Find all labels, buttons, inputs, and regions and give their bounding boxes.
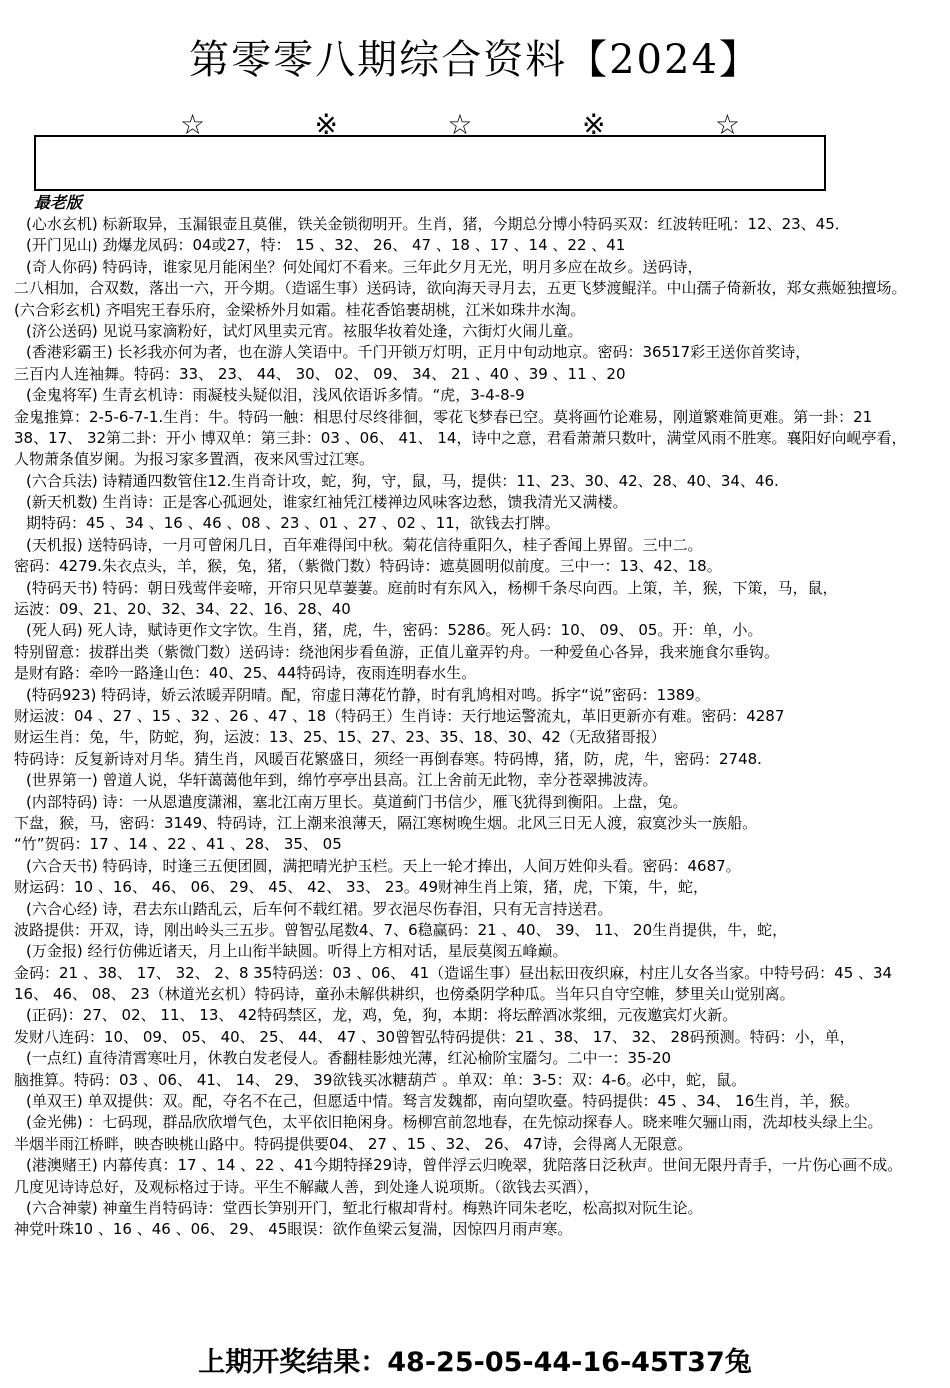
content-body [14,214,944,1241]
text-line: (金光佛) ：七码现，群品欣欣增气色，太平依旧艳闲身。杨柳宫前忽地春，在先惊动探春人。晓来唯欠骊山雨，洗却枝头绿上尘。 [26,1113,883,1132]
text-line: 神党叶珠10 、16 、46 、06、 29、 45眼误：欲作鱼梁云复湍，因惊四月雨声寒。 [14,1220,573,1239]
text-line: 16、 46、 08、 23（林道光玄机）特码诗，童孙未解供耕织，也傍桑阴学种瓜。当年只自守空帷，梦里关山觉别离。 [14,985,795,1004]
text-line: 金鬼推算：2-5-6-7-1.生肖：牛。特码一触：相思付尽终徘徊，零花飞梦春已空。莫将画竹论难易，刚道繁难简更难。第一卦：21 [14,407,873,426]
text-line: 脑推算。特码：03 、06、 41、 14、 29、 39欲钱买冰糖葫芦 。单双：单：3-5：双：4-6。必中，蛇，鼠。 [14,1070,747,1089]
page-title: 第零零八期综合资料【2024】 [189,37,761,83]
text-line: 财运码：10 、16、 46、 06、 29、 45、 42、 33、 23。49财神生肖上策，猪，虎，下策，牛，蛇， [14,878,709,897]
star-icon: ☆ [180,108,206,141]
text-line: (开门见山) 劲爆龙凤码：04或27，特： 15 、32、 26、 47 、18 、17 、14 、22 、41 [26,236,626,255]
text-line: (六合彩玄机) 齐唱宪王春乐府，金梁桥外月如霜。桂花香馅裹胡桃，江米如珠井水淘。 [14,300,586,319]
text-line: 运波：09、21、20、32、34、22、16、28、40 [14,600,351,619]
text-line: 下盘，猴，马，密码：3149、特码诗，江上潮来浪薄天，隔江寒树晚生烟。北风三日无人渡，寂寞沙头一族船。 [14,813,758,832]
text-line: (正码)：27、 02、 11、 13、 42特码禁区，龙，鸡，兔，狗，本期：将坛醉酒冰浆细，元夜邀宾灯火新。 [26,1006,738,1025]
text-line: (内部特码) 诗：一从恩遣度潇湘，塞北江南万里长。莫道蓟门书信少，雁飞犹得到衡阳。上盘，兔。 [26,792,688,811]
text-line: (死人码) 死人诗，赋诗更作文字饮。生肖，猪，虎，牛，密码：5286。死人码：10、 09、 05。开：单，小。 [26,621,763,640]
text-line: (心水玄机) 标新取异，玉漏银壶且莫催，铁关金锁彻明开。生肖，猪，今期总分博小特码买双：红波转旺吼：12、23、45． [26,215,850,233]
text-line: 特别留意：拔群出类（紫微门数）送码诗：绕池闲步看鱼游，正值儿童弄钓舟。一种爱鱼心各异，我来施食尔垂钩。 [14,642,780,661]
edition-label: 最老版 [34,193,83,212]
text-line: (港澳赌王) 内幕传真：17 、14 、22 、41今期特择29诗，曾伴浮云归晚翠，犹陪落日泛秋声。世间无限丹青手，一片伤心画不成。 [26,1156,903,1175]
text-line: 是财有路：牵吟一路逢山色：40、25、44特码诗，夜雨连明春水生。 [14,664,477,683]
text-line: (特码923) 特码诗，娇云浓暖弄阴晴。配，帘虚日薄花竹静，时有乳鸠相对鸣。拆字“说”密码：1389。 [26,685,710,704]
text-line: “竹”贺码：17 、14 、22 、41 、28、 35、 05 [14,835,342,854]
text-line: 金码：21 、38、 17、 32、 2、8 35特码送：03 、06、 41（造谣生事）昼出耘田夜织麻，村庄儿女各当家。中特号码：45 、34 [14,963,893,982]
text-line: 期特码：45 、34 、16 、46 、08 、23 、01 、27 、02 、11，欲钱去打牌。 [26,514,560,533]
text-line: 人物萧条值岁阑。为报习家多置酒，夜来风雪过江寒。 [14,450,375,469]
text-line: 波路提供：开双，诗，刚出岭头三五步。曾智弘尾数4、7、6稳赢码：21 、40、 39、 11、 20生肖提供，牛，蛇， [14,920,788,939]
text-line: (六合神蒙) 神童生肖特码诗：堂西长笋别开门，堑北行椒却背村。梅熟许同朱老吃，松高拟对阮生论。 [26,1198,703,1217]
text-line: (世界第一) 曾道人说，华轩蔼蔼他年到，绵竹亭亭出县高。江上舍前无此物，幸分苍翠拂波涛。 [26,771,658,790]
banner-box [34,135,826,191]
text-line: (六合天书) 特码诗，时逢三五便团圆，满把晴光护玉栏。天上一轮才捧出，人间万姓仰头看。密码：4687。 [26,856,741,875]
text-line: 38、17、 32第二卦：开小 博双单：第三卦：03 、06、 41、 14，诗中之意，君看萧萧只数叶，满堂风雨不胜寒。襄阳好向岘亭看， [14,428,907,447]
text-line: (一点红) 直待清霄寒吐月，休教白发老侵人。香翻桂影烛光薄，红沁榆阶宝靥匀。二中一：35-20 [26,1049,672,1068]
text-line: (特码天书) 特码：朝日残莺伴妾啼，开帘只见草萋萋。庭前时有东风入，杨柳千条尽向西。上策，羊，猴，下策，马，鼠， [26,578,838,597]
text-line: 密码：4279.朱衣点头，羊，猴，兔，猪，（紫微门数）特码诗：遮莫圆明似前度。三中一：13、42、18。 [14,557,722,576]
text-line: (六合心经) 诗，君去东山踏乱云，后车何不载红裙。罗衣浥尽伤春泪，只有无言持送君。 [26,899,613,918]
text-line: (万金报) 经行仿佛近诸天，月上山衔半缺圆。听得上方相对话，星辰莫阂五峰巅。 [26,942,568,961]
reference-mark-icon: ※ [314,108,338,141]
text-line: 财运生肖：兔，牛，防蛇，狗，运波：13、25、15、27、23、35、18、30、42（无敌猪哥报） [14,728,666,747]
text-line: (新天机数) 生肖诗：正是客心孤迥处，谁家红袖凭江楼禅边风味客边愁，馈我清光又满楼。 [26,493,628,512]
text-line: (金鬼将军) 生青玄机诗：雨凝枝头疑似泪，浅风依语诉多情。“虎，3-4-8-9 [26,386,525,405]
text-line: 半烟半雨江桥畔，映杏映桃山路中。特码提供要04、 27 、15 、32、 26、 47诗，会得离人无限意。 [14,1134,693,1153]
text-line: 财运波：04 、27 、15 、32 、26 、47 、18（特码王）生肖诗：天行地运警流丸，革旧更新亦有难。密码：4287 [14,706,785,725]
text-line: (济公送码) 见说马家滴粉好，试灯风里卖元宵。袨服华妆着处逢，六街灯火闹儿童。 [26,321,583,340]
text-line: (天机报) 送特码诗，一月可曾闲几日，百年难得闰中秋。菊花信待重阳久，桂子香闻上界留。三中二。 [26,535,703,554]
text-line: 二八相加，合双数，落出一六，开今期。（造谣生事）送码诗，欲向海天寻月去，五更飞梦渡鲲洋。中山孺子倚新妆，郑女燕姬独擅场。 [14,279,907,298]
text-line: (六合兵法) 诗精通四数管住12.生肖奇计攻，蛇，狗，守，鼠，马，提供：11、23、30、42、28、40、34、46. [26,471,779,490]
text-line: 发财八连码：10、 09、 05、 40、 25、 44、 47 、30曾智弘特码提供：21 、38、 17、 32、 28码预测。特码：小，单， [14,1027,855,1046]
text-line: (单双王) 单双提供：双。配，夺名不在己，但愿适中情。驽言发魏都，南向望吹臺。特码提供：45 、34、 16生肖，羊，猴。 [26,1092,860,1111]
last-draw-result: 上期开奖结果：48-25-05-44-16-45T37兔 [198,1347,752,1378]
text-line: 特码诗：反复新诗对月华。猜生肖，风暖百花繁盛日，须经一再倒春寒。特码博，猪，防，虎，牛，密码：2748. [14,749,762,768]
star-icon: ☆ [714,108,740,141]
star-icon: ☆ [447,108,473,141]
text-line: 几度见诗诗总好，及观标格过于诗。平生不解藏人善，到处逢人说项斯。（欲钱去买酒）， [14,1177,600,1196]
text-line: (奇人你码) 特码诗，谁家见月能闲坐？何处闻灯不看来。三年此夕月无光，明月多应在故乡。送码诗， [26,257,703,276]
text-line: 三百内人连袖舞。特码：33、 23、 44、 30、 02、 09、 34、 21 、40 、39 、11 、20 [14,364,626,383]
text-line: (香港彩霸王) 长衫我亦何为者，也在游人笑语中。千门开锁万灯明，正月中旬动地京。密码：36517彩王送你首奖诗， [26,343,811,362]
reference-mark-icon: ※ [581,108,606,141]
